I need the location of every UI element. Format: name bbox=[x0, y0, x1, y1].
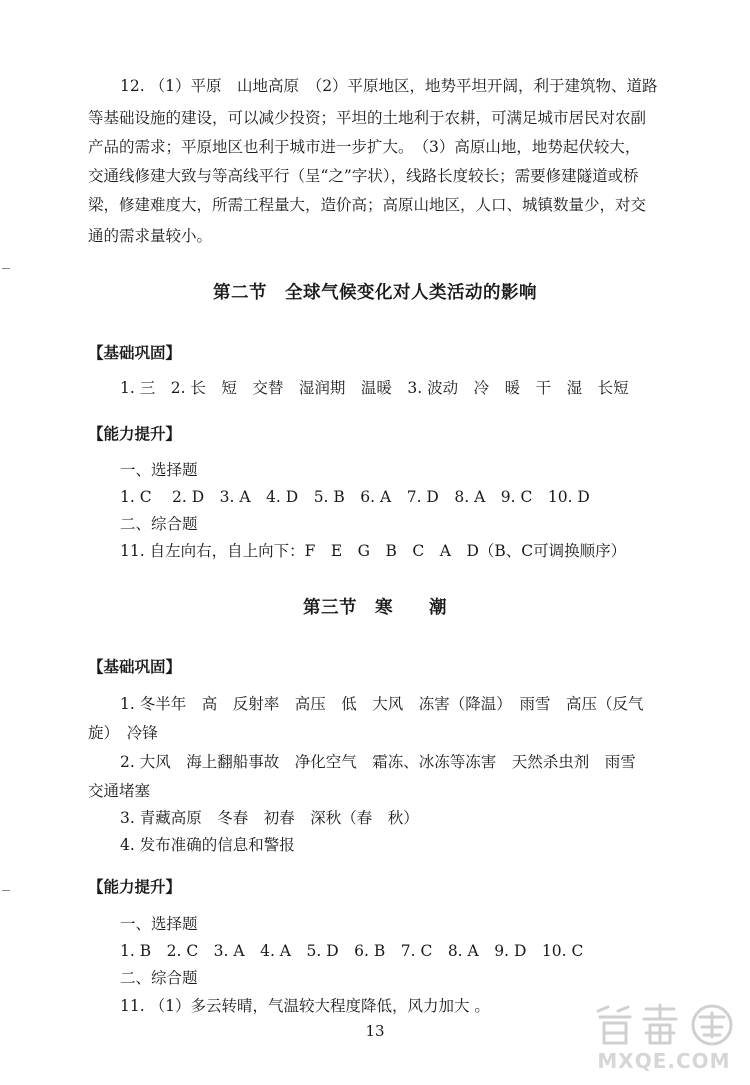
section-3-comprehensive-label: 二、综合题 bbox=[120, 969, 198, 987]
margin-tick bbox=[2, 890, 10, 891]
section-3-choice-label: 一、选择题 bbox=[120, 915, 198, 933]
q12-line-4: 交通线修建大致与等高线平行（呈“之”字状），线路长度较长；需要修建隧道或桥 bbox=[88, 167, 639, 185]
page-number: 13 bbox=[365, 1022, 385, 1040]
section-2-basic-label: 【基础巩固】 bbox=[88, 344, 182, 362]
section-2-choice-label: 一、选择题 bbox=[120, 461, 198, 479]
watermark bbox=[590, 1003, 738, 1079]
q12-line-5: 梁，修建难度大，所需工程量大，造价高；高原山地区，人口、城镇数量少，对交 bbox=[88, 196, 647, 214]
section-2-basic-answers: 1. 三 2. 长 短 交替 湿润期 温暖 3. 波动 冷 暖 干 湿 长短 bbox=[120, 379, 629, 397]
section-3-q11: 11. （1）多云转晴，气温较大程度降低，风力加大 。 bbox=[120, 997, 490, 1015]
section-3-answer-4: 4. 发布准确的信息和警报 bbox=[120, 836, 295, 854]
section-3-answer-3: 3. 青藏高原 冬春 初春 深秋（春 秋） bbox=[120, 809, 419, 827]
section-3-title: 第三节 寒 潮 bbox=[303, 598, 447, 618]
section-3-basic-label: 【基础巩固】 bbox=[88, 658, 182, 676]
section-2-q11: 11. 自左向右，自上向下：F E G B C A D（B、C可调换顺序） bbox=[120, 542, 627, 560]
q12-line-2: 等基础设施的建设，可以减少投资；平坦的土地利于农耕，可满足城市居民对农副 bbox=[88, 109, 647, 127]
q12-line-1: 12. （1）平原 山地高原 （2）平原地区，地势平坦开阔，利于建筑物、道路 bbox=[120, 77, 658, 95]
section-3-answer-1-line-2: 旋） 冷锋 bbox=[88, 724, 158, 742]
section-3-answer-2-line-2: 交通堵塞 bbox=[88, 782, 151, 800]
q12-line-3: 产品的需求；平原地区也利于城市进一步扩大。 （3）高原山地，地势起伏较大， bbox=[88, 138, 641, 156]
section-2-ability-label: 【能力提升】 bbox=[88, 425, 182, 443]
section-3-answer-1-line-1: 1. 冬半年 高 反射率 高压 低 大风 冻害（降温） 雨雪 高压（反气 bbox=[120, 695, 644, 713]
section-2-choice-answers: 1. C 2. D 3. A 4. D 5. B 6. A 7. D 8. A 9. C 10. D bbox=[120, 488, 590, 506]
watermark-logo-icon bbox=[590, 1003, 738, 1047]
section-2-comprehensive-label: 二、综合题 bbox=[120, 515, 198, 533]
section-2-title: 第二节 全球气候变化对人类活动的影响 bbox=[213, 283, 537, 303]
section-3-answer-2-line-1: 2. 大风 海上翻船事故 净化空气 霜冻、冰冻等冻害 天然杀虫剂 雨雪 bbox=[120, 753, 636, 771]
watermark-url: MXQE.COM bbox=[597, 1049, 731, 1073]
margin-tick bbox=[2, 268, 10, 269]
section-3-ability-label: 【能力提升】 bbox=[88, 878, 182, 896]
q12-line-6: 通的需求量较小。 bbox=[88, 227, 213, 245]
section-3-choice-answers: 1. B 2. C 3. A 4. A 5. D 6. B 7. C 8. A 9. D 10. C bbox=[120, 942, 584, 960]
